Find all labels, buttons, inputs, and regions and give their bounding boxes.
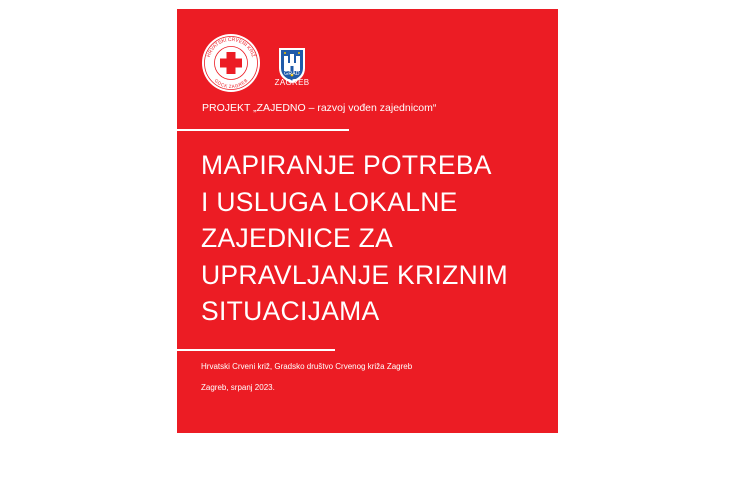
title-line: SITUACIJAMA	[201, 296, 380, 326]
date-line: Zagreb, srpanj 2023.	[201, 383, 275, 392]
city-label-small: GRAD	[284, 71, 300, 77]
red-cross-ring-text-bottom: GDCK ZAGREB	[213, 77, 249, 90]
report-title	[201, 147, 508, 330]
title-line: UPRAVLJANJE KRIZNIM	[201, 259, 509, 290]
divider-bottom	[177, 349, 335, 351]
red-cross-logo	[201, 33, 261, 93]
title-line: MAPIRANJE POTREBA	[201, 150, 492, 180]
title-line: I USLUGA LOKALNE	[201, 186, 458, 217]
zagreb-coat-of-arms-icon	[277, 33, 307, 97]
title-line: ZAJEDNICE ZA	[201, 223, 394, 253]
red-cross-ring-text-top: HRVATSKI CRVENI KRIŽ	[205, 36, 257, 59]
project-line: PROJEKT „ZAJEDNO – razvoj vođen zajednicom“	[202, 102, 437, 114]
city-label-name: ZAGREB	[274, 78, 310, 87]
report-cover	[177, 9, 558, 433]
divider-top	[177, 129, 349, 131]
authors-line: Hrvatski Crveni križ, Gradsko društvo Crvenog križa Zagreb	[201, 362, 413, 371]
